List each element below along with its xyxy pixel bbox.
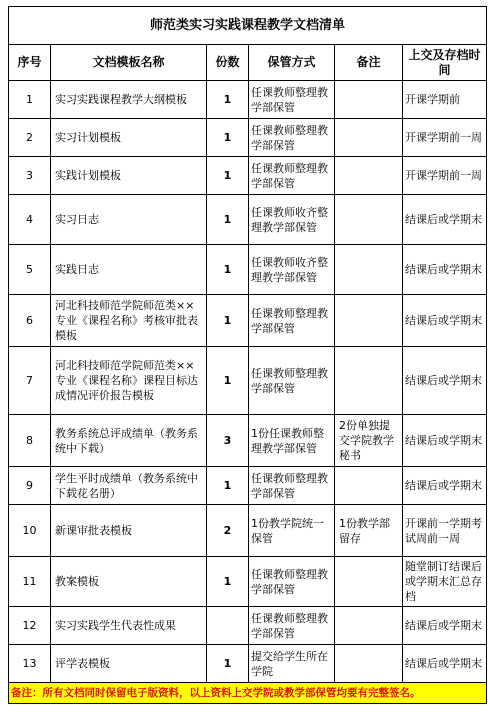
- row-name: 实习日志: [51, 195, 207, 245]
- row-remark: [335, 607, 403, 645]
- header-storage: 保管方式: [249, 45, 335, 81]
- row-copies: 1: [207, 119, 249, 157]
- row-remark: [335, 157, 403, 195]
- row-name: 实践日志: [51, 245, 207, 295]
- row-time: 结课后或学期末: [403, 607, 487, 645]
- row-storage: 任课教师收齐整理教学部保管: [249, 195, 335, 245]
- table-row: [9, 557, 487, 607]
- row-remark: [335, 557, 403, 607]
- row-time: 结课后或学期末: [403, 415, 487, 467]
- row-copies: 1: [207, 645, 249, 683]
- row-remark: 2份单独提交学院教学秘书: [335, 415, 403, 467]
- row-copies: 1: [207, 81, 249, 119]
- row-time: 结课后或学期末: [403, 467, 487, 505]
- row-name: 评学表模板: [51, 645, 207, 683]
- row-time: 结课后或学期末: [403, 295, 487, 347]
- document-table: [8, 6, 487, 704]
- table-row: [9, 347, 487, 415]
- row-name: 学生平时成绩单（教务系统中下载花名册）: [51, 467, 207, 505]
- row-time: 开课学期前一周: [403, 119, 487, 157]
- row-time: 开课前一学期考试周前一周: [403, 505, 487, 557]
- row-index: 4: [9, 195, 51, 245]
- footer-note: 备注：所有文档同时保留电子版资料，以上资料上交学院或教学部保管均要有完整签名。: [9, 683, 487, 704]
- row-storage: 任课教师收齐整理教学部保管: [249, 245, 335, 295]
- table-row: [9, 245, 487, 295]
- row-storage: 提交给学生所在学院: [249, 645, 335, 683]
- table-row: [9, 157, 487, 195]
- row-remark: [335, 81, 403, 119]
- table-row: [9, 467, 487, 505]
- row-index: 9: [9, 467, 51, 505]
- row-index: 3: [9, 157, 51, 195]
- row-remark: [335, 245, 403, 295]
- document: [8, 6, 486, 704]
- header-name: 文档模板名称: [51, 45, 207, 81]
- row-copies: 1: [207, 557, 249, 607]
- row-copies: [207, 607, 249, 645]
- row-name: 河北科技师范学院师范类××专业《课程名称》考核审批表模板: [51, 295, 207, 347]
- row-index: 2: [9, 119, 51, 157]
- row-copies: 3: [207, 415, 249, 467]
- row-copies: 1: [207, 467, 249, 505]
- row-name: 新课审批表模板: [51, 505, 207, 557]
- row-time: 随堂制订结课后或学期末汇总存档: [403, 557, 487, 607]
- table-row: [9, 645, 487, 683]
- table-row: [9, 195, 487, 245]
- row-index: 12: [9, 607, 51, 645]
- row-storage: 任课教师整理教学部保管: [249, 295, 335, 347]
- row-time: 开课学期前: [403, 81, 487, 119]
- row-name: 实习实践课程教学大纲模板: [51, 81, 207, 119]
- table-row: [9, 607, 487, 645]
- table-row: [9, 295, 487, 347]
- row-index: 8: [9, 415, 51, 467]
- row-storage: 任课教师整理教学部保管: [249, 119, 335, 157]
- row-storage: 任课教师整理教学部保管: [249, 607, 335, 645]
- header-remark: 备注: [335, 45, 403, 81]
- header-submit-time: 上交及存档时间: [403, 45, 487, 81]
- row-remark: [335, 347, 403, 415]
- table-row: [9, 505, 487, 557]
- row-remark: [335, 295, 403, 347]
- row-index: 11: [9, 557, 51, 607]
- header-row: [9, 45, 487, 81]
- row-remark: [335, 645, 403, 683]
- row-time: 结课后或学期末: [403, 195, 487, 245]
- row-copies: 1: [207, 195, 249, 245]
- row-remark: 1份教学部留存: [335, 505, 403, 557]
- row-remark: [335, 119, 403, 157]
- row-copies: 1: [207, 157, 249, 195]
- row-index: 13: [9, 645, 51, 683]
- table-row: [9, 81, 487, 119]
- row-name: 实习实践学生代表性成果: [51, 607, 207, 645]
- row-remark: [335, 195, 403, 245]
- row-storage: 任课教师整理教学部保管: [249, 81, 335, 119]
- table-row: [9, 119, 487, 157]
- row-storage: 任课教师整理教学部保管: [249, 467, 335, 505]
- row-storage: 任课教师整理教学部保管: [249, 347, 335, 415]
- row-name: 实践计划模板: [51, 157, 207, 195]
- row-name: 教案模板: [51, 557, 207, 607]
- document-title: 师范类实习实践课程教学文档清单: [9, 7, 487, 45]
- table-row: [9, 415, 487, 467]
- row-time: 结课后或学期末: [403, 645, 487, 683]
- header-copies: 份数: [207, 45, 249, 81]
- row-copies: 2: [207, 505, 249, 557]
- row-name: 实习计划模板: [51, 119, 207, 157]
- row-time: 结课后或学期末: [403, 245, 487, 295]
- row-time: 开课学期前一周: [403, 157, 487, 195]
- row-copies: 1: [207, 245, 249, 295]
- row-storage: 1份任课教师整理教学部保管: [249, 415, 335, 467]
- row-name: 教务系统总评成绩单（教务系统中下载）: [51, 415, 207, 467]
- row-index: 10: [9, 505, 51, 557]
- row-index: 1: [9, 81, 51, 119]
- row-index: 6: [9, 295, 51, 347]
- row-name: 河北科技师范学院师范类××专业《课程名称》课程目标达成情况评价报告模板: [51, 347, 207, 415]
- row-index: 7: [9, 347, 51, 415]
- row-remark: [335, 467, 403, 505]
- row-copies: 1: [207, 347, 249, 415]
- row-copies: 1: [207, 295, 249, 347]
- row-time: 结课后或学期末: [403, 347, 487, 415]
- header-index: 序号: [9, 45, 51, 81]
- row-storage: 1份教学院统一保管: [249, 505, 335, 557]
- row-storage: 任课教师整理教学部保管: [249, 557, 335, 607]
- row-storage: 任课教师整理教学部保管: [249, 157, 335, 195]
- row-index: 5: [9, 245, 51, 295]
